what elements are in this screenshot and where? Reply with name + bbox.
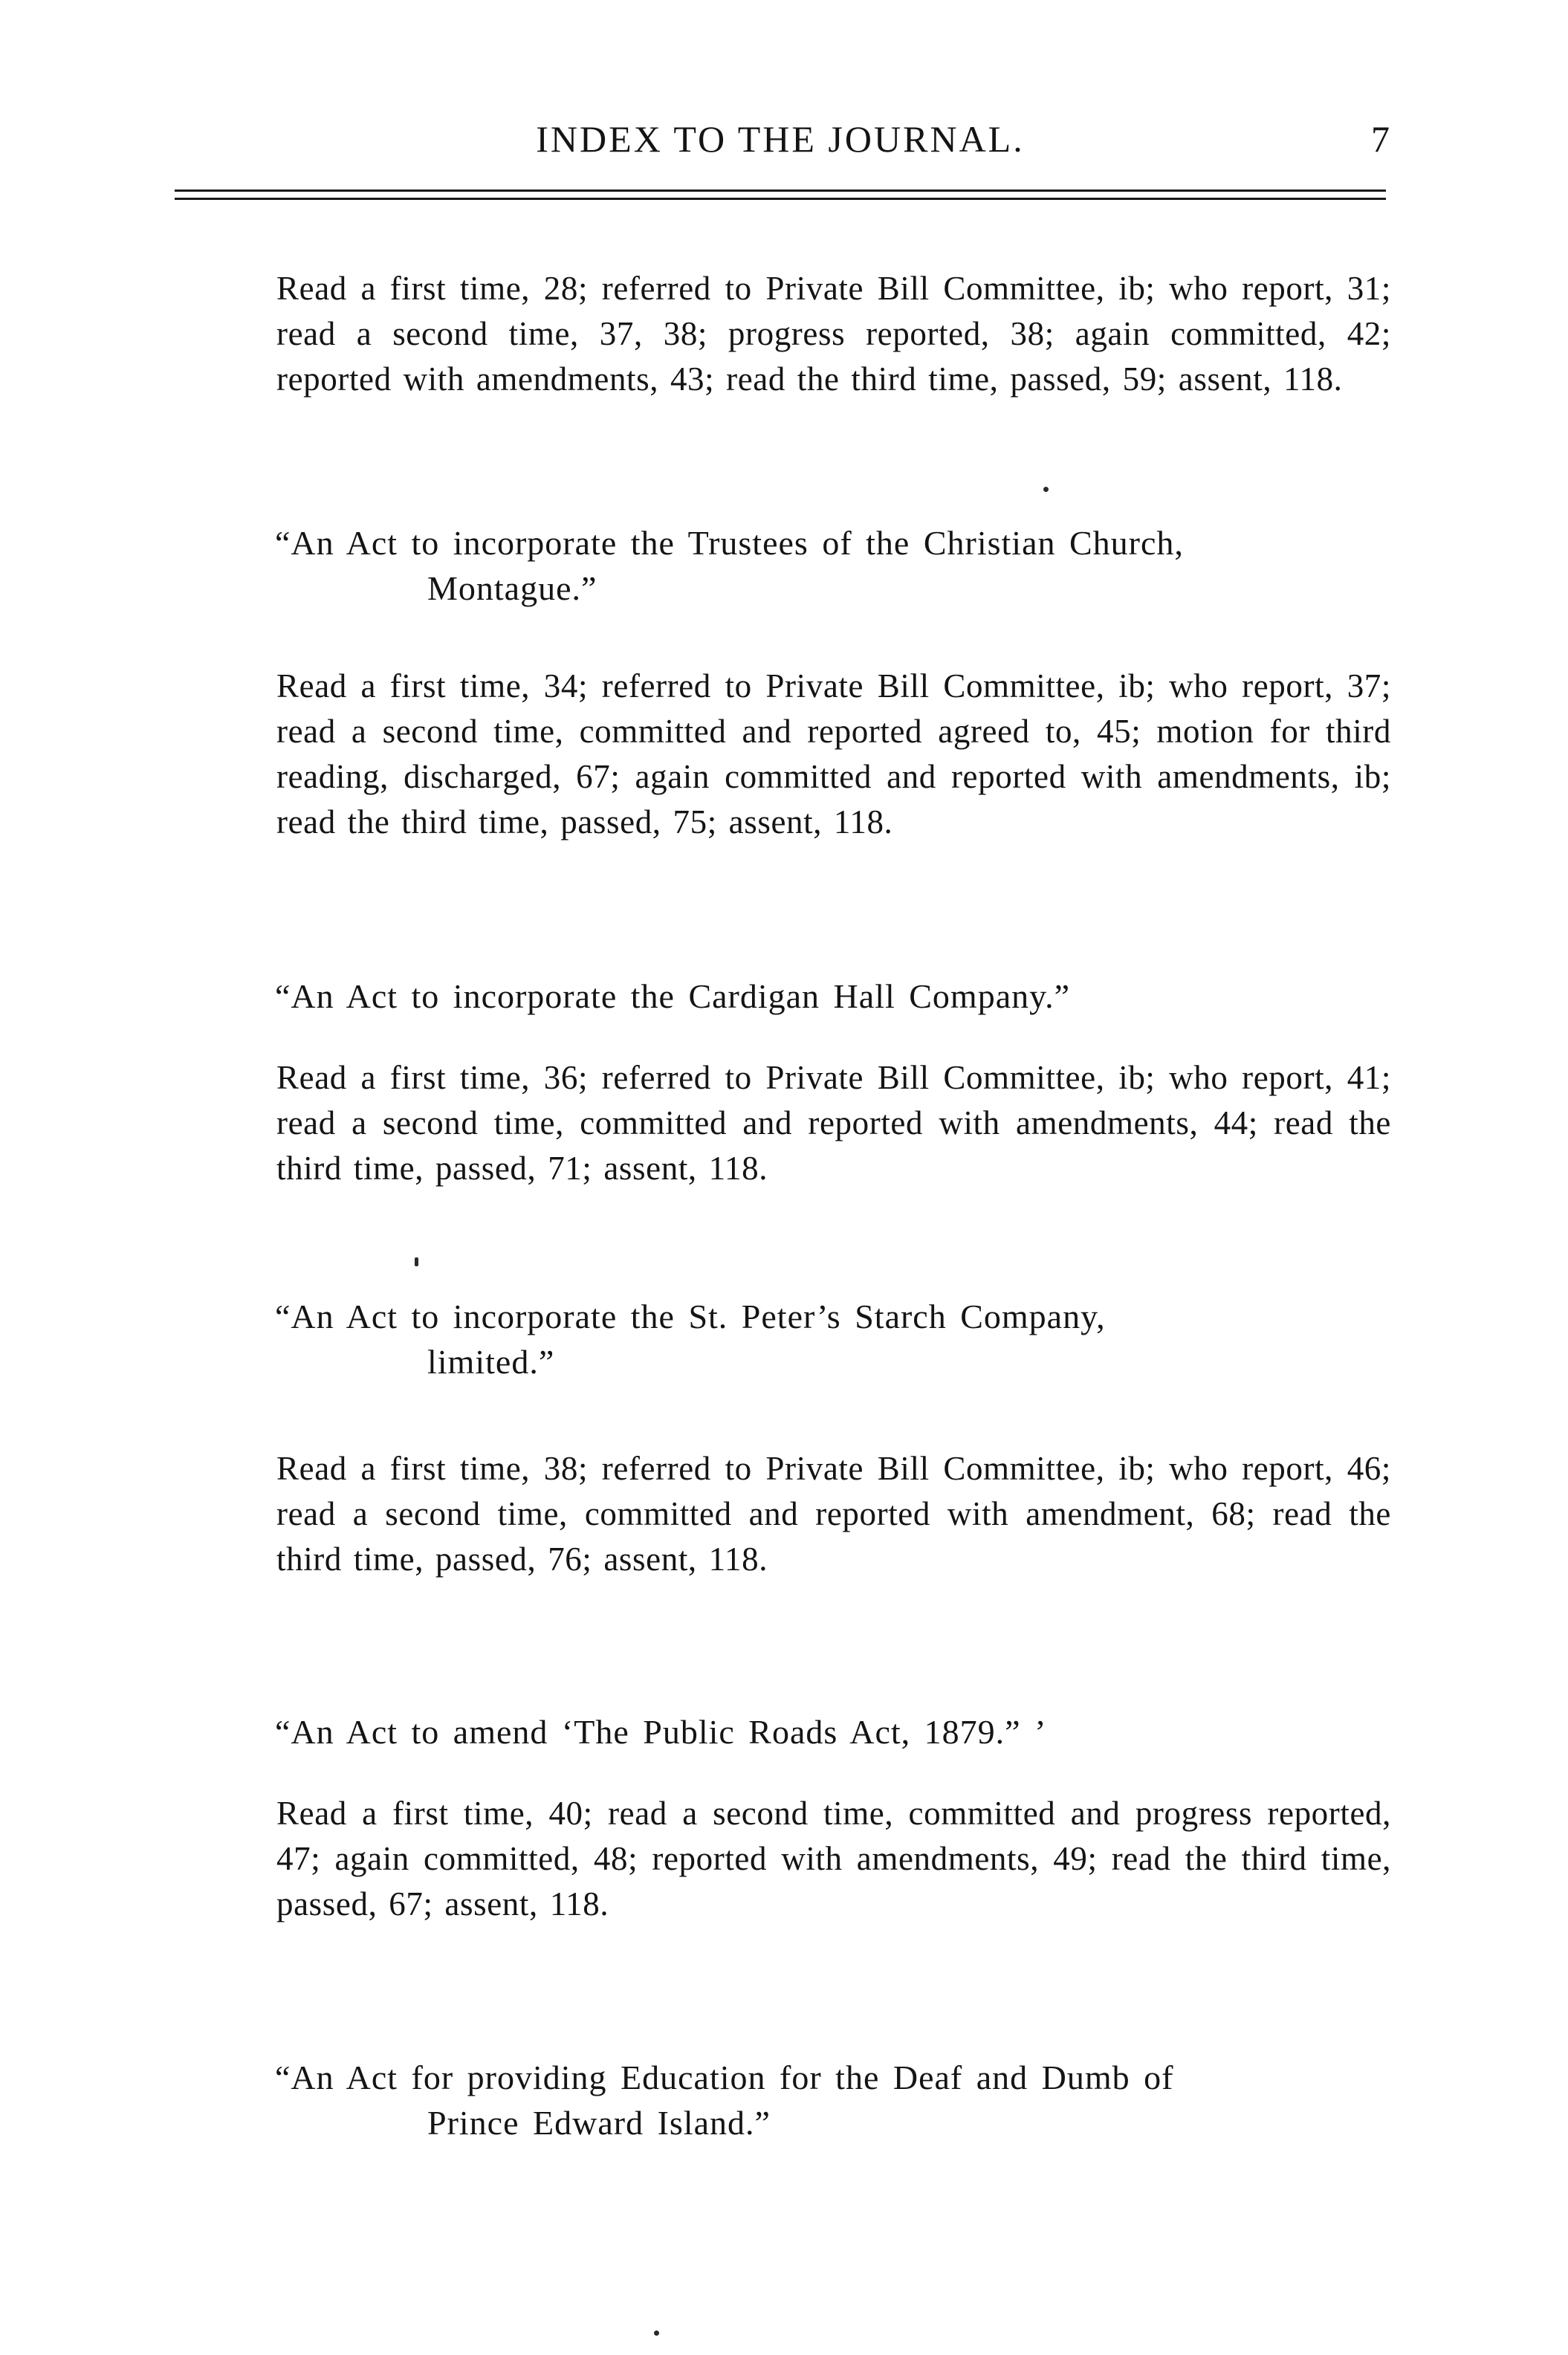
page-number: 7 bbox=[1371, 118, 1390, 160]
entry-record-public-roads: Read a first time, 40; read a second time, committed and progress reported, 47; again committed, 48; reported with amendments, 49; read the third time, passed, 67; assent, 118. bbox=[276, 1795, 1391, 1922]
act-title-st-peters-starch bbox=[275, 1294, 1412, 1384]
act-title-continuation: limited.” bbox=[427, 1343, 555, 1381]
act-title-public-roads bbox=[275, 1709, 1412, 1755]
entry-record-st-peters-starch: Read a first time, 38; referred to Private Bill Committee, ib; who report, 46; read a second time, committed and reported with amendment, 68; read the third time, passed, 76; assent, 118. bbox=[276, 1450, 1391, 1578]
act-title-continuation: Montague.” bbox=[427, 569, 597, 607]
act-title-deaf-and-dumb bbox=[275, 2055, 1412, 2145]
act-title-cardigan-hall bbox=[275, 974, 1412, 1019]
act-title-line: “An Act to incorporate the Trustees of the Christian Church, bbox=[275, 524, 1184, 562]
running-title: INDEX TO THE JOURNAL. bbox=[536, 118, 1025, 160]
act-title-continuation: Prince Edward Island.” bbox=[427, 2104, 771, 2142]
print-speck bbox=[415, 1257, 418, 1266]
header-rule-lower bbox=[175, 198, 1386, 200]
act-title-line: “An Act to incorporate the St. Peter’s Starch Company, bbox=[275, 1298, 1106, 1335]
entry-record-continued: Read a first time, 28; referred to Private Bill Committee, ib; who report, 31; read a second time, 37, 38; progress reported, 38; again committed, 42; reported with amendments, 43; read the third time, passed, 59; assent, 118. bbox=[276, 270, 1391, 398]
act-title-line: “An Act to incorporate the Cardigan Hall Company.” bbox=[275, 977, 1071, 1015]
print-speck bbox=[1043, 487, 1049, 492]
entry-record-cardigan-hall: Read a first time, 36; referred to Private Bill Committee, ib; who report, 41; read a second time, committed and reported with amendments, 44; read the third time, passed, 71; assent, 118. bbox=[276, 1059, 1391, 1187]
act-title-christian-church bbox=[275, 520, 1412, 611]
header-rule-upper bbox=[175, 189, 1386, 192]
act-title-line: “An Act for providing Education for the Deaf and Dumb of bbox=[275, 2058, 1174, 2096]
act-title-line: “An Act to amend ‘The Public Roads Act, 1879.” ’ bbox=[275, 1713, 1047, 1751]
entry-record-christian-church: Read a first time, 34; referred to Private Bill Committee, ib; who report, 37; read a second time, committed and reported agreed to, 45; motion for third reading, discharged, 67; again committed and reported with amendments, ib; read the third time, passed, 75; assent, 118. bbox=[276, 667, 1391, 840]
running-header bbox=[171, 117, 1390, 169]
print-speck bbox=[654, 2330, 659, 2336]
